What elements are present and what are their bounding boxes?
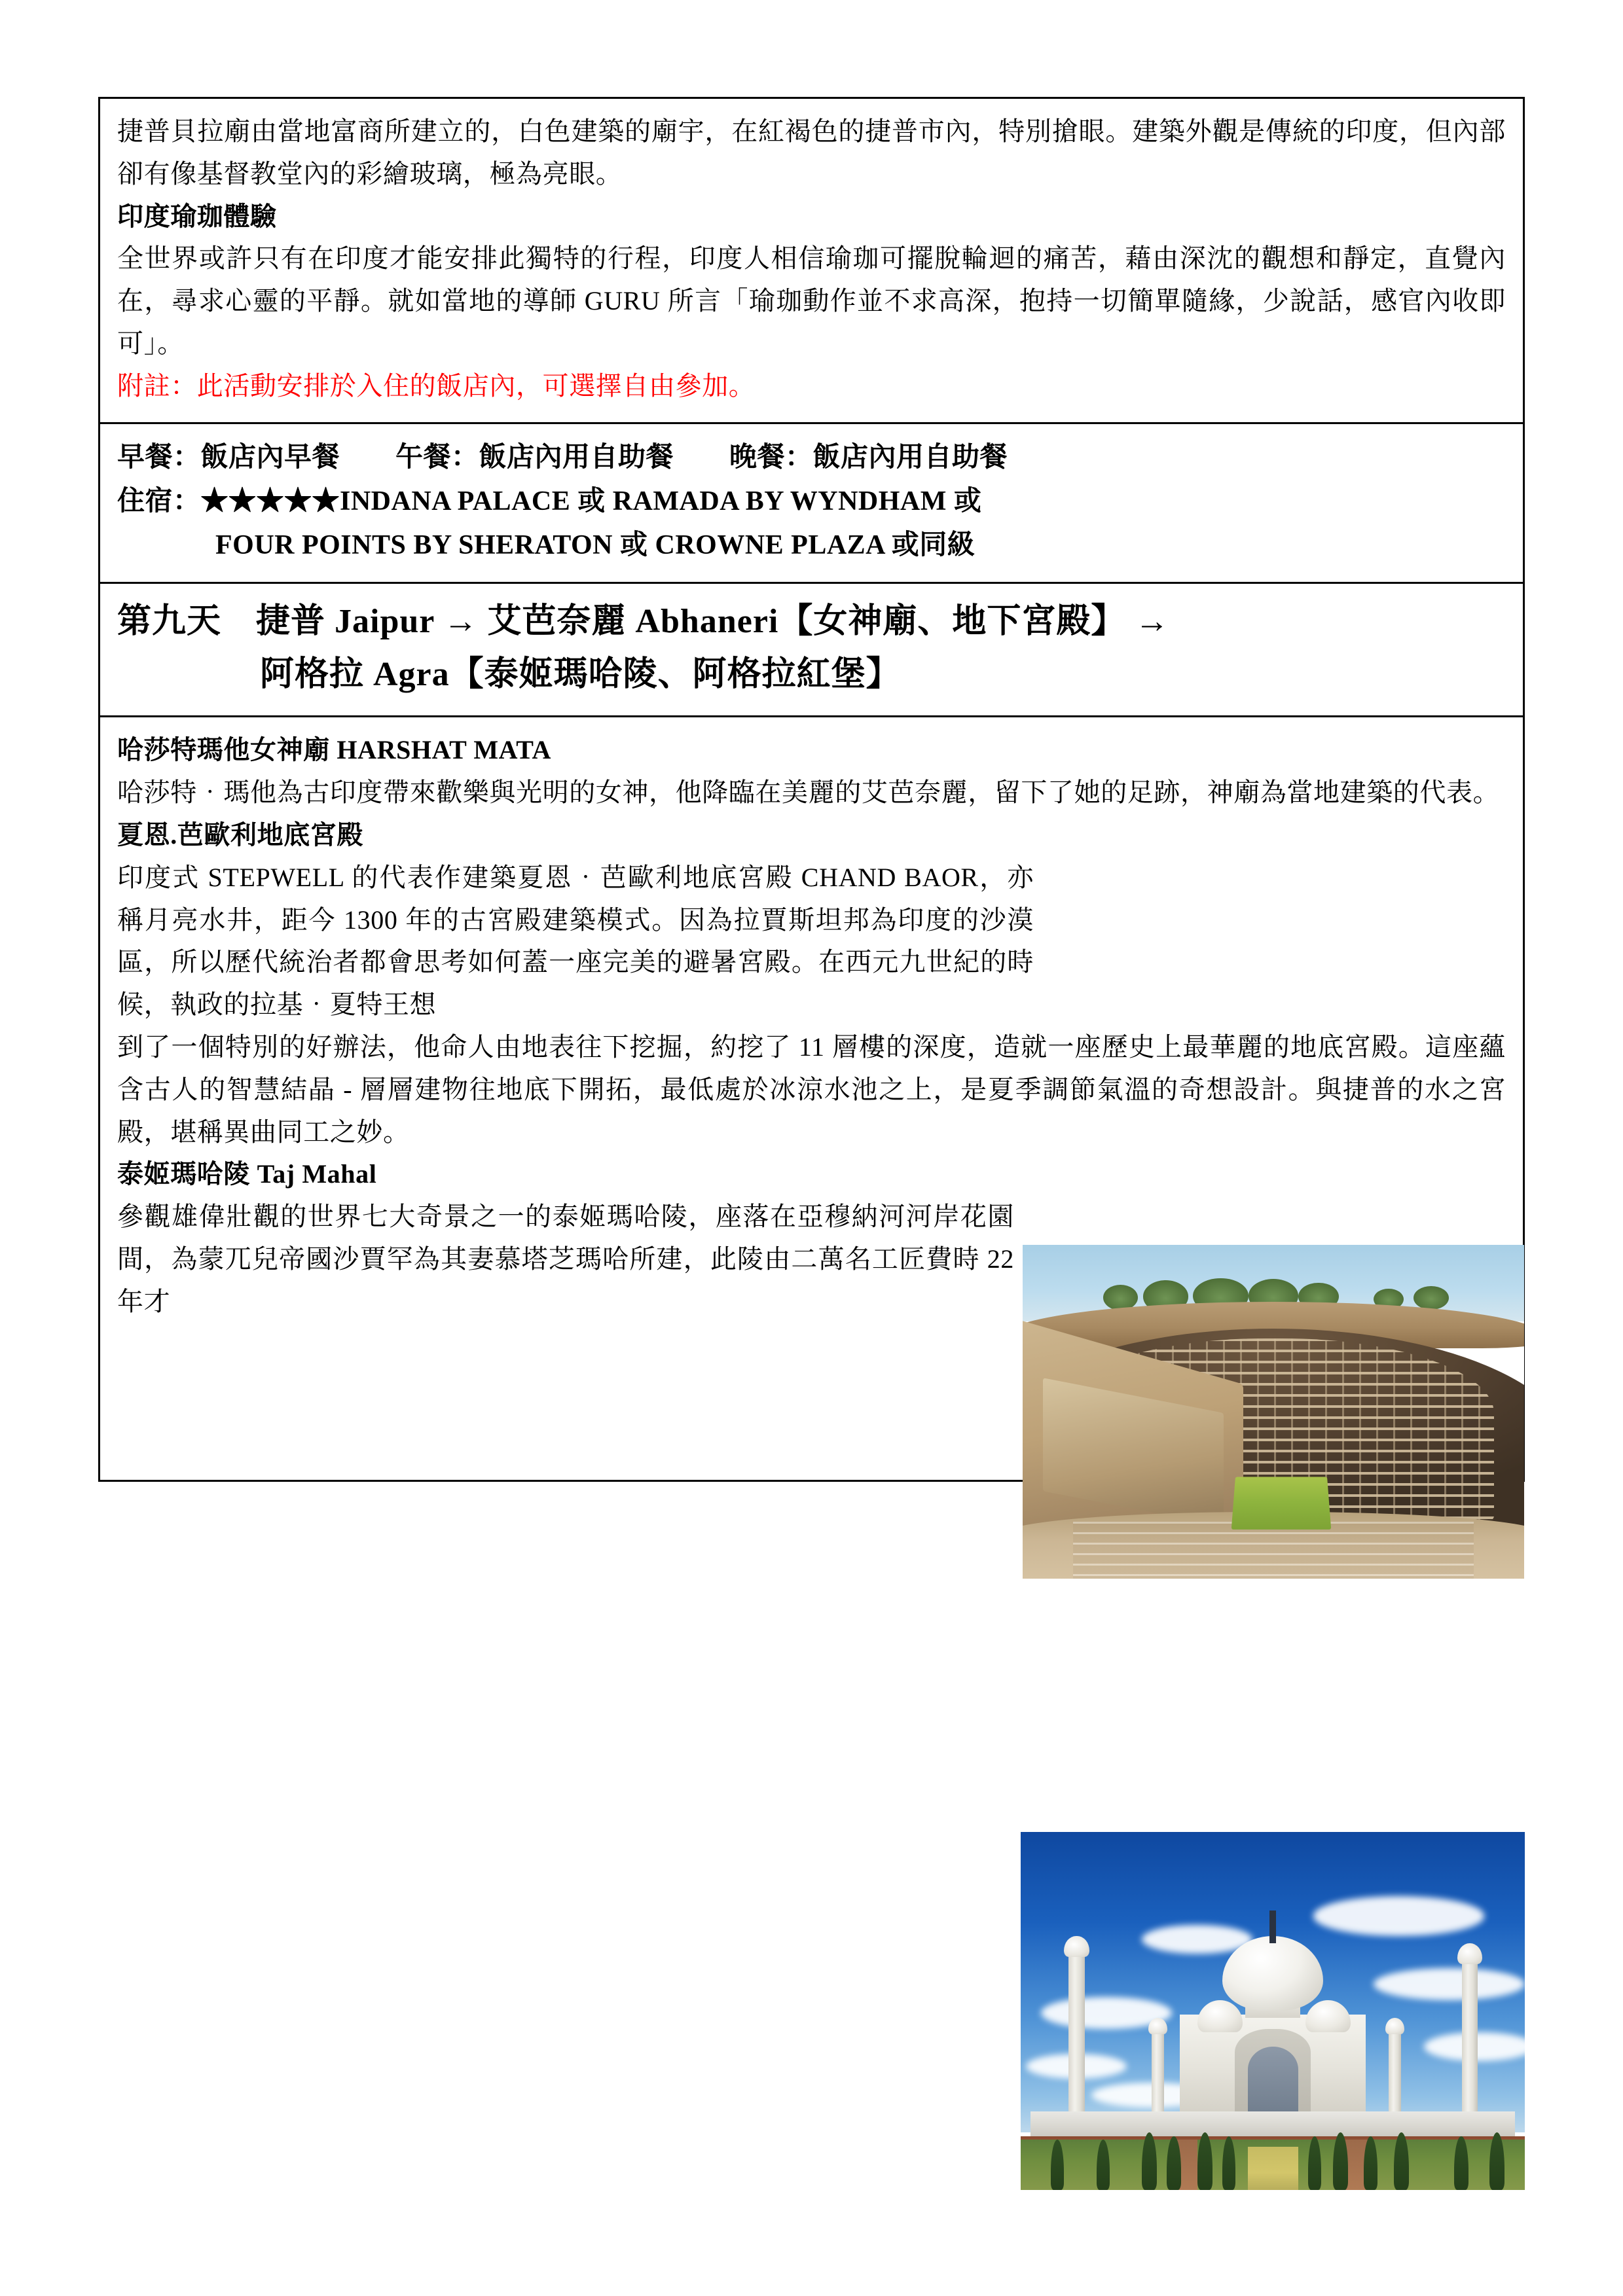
taj-finial bbox=[1269, 1910, 1277, 1943]
paragraph-harshat-mata: 哈莎特‧瑪他為古印度帶來歡樂與光明的女神，他降臨在美麗的艾芭奈麗，留下了她的足跡，神廟為當地建築的代表。 bbox=[117, 778, 1500, 808]
meals-accommodation-cell bbox=[100, 424, 1523, 583]
paragraph-chand-baori-continued: 到了一個特別的好辦法，他命人由地表往下挖掘，約挖了 11 層樓的深度，造就一座歷史上最華麗的地底宮殿。這座蘊含古人的智慧結晶 - 層層建物往地底下開拓，最低處於冰涼水池之上，是夏季調節氣溫的奇想設計。與捷普的水之宮殿，堪稱異曲同工之妙。 bbox=[117, 1031, 1506, 1147]
day-title-line-2: 阿格拉 Agra【泰姬瑪哈陵、阿格拉紅堡】 bbox=[260, 655, 901, 693]
intro-cell bbox=[100, 99, 1523, 422]
taj-reflecting-canal bbox=[1248, 2147, 1298, 2190]
table-row-intro bbox=[100, 99, 1523, 424]
day-title-block bbox=[117, 596, 1506, 701]
accommodation-block bbox=[117, 480, 1506, 567]
table-row-day-title bbox=[100, 584, 1523, 717]
stepwell-green-water-pool bbox=[1231, 1477, 1330, 1529]
meals-line: 早餐：飯店內早餐 午餐：飯店內用自助餐 晚餐：飯店內用自助餐 bbox=[117, 442, 1008, 473]
day-title-line-1: 第九天 捷普 Jaipur → 艾芭奈麗 Abhaneri【女神廟、地下宮殿】 → bbox=[117, 603, 1170, 641]
accommodation-line-2: FOUR POINTS BY SHERATON 或 CROWNE PLAZA 或同級 bbox=[215, 529, 976, 560]
taj-minaret-left-inner bbox=[1152, 2029, 1163, 2122]
table-row-meals-accommodation bbox=[100, 424, 1523, 584]
paragraph-taj-mahal: 參觀雄偉壯觀的世界七大奇景之一的泰姬瑪哈陵，座落在亞穆納河河岸花園間，為蒙兀兒帝國沙賈罕為其妻慕塔芝瑪哈所建，此陵由二萬名工匠費時 22 年才 bbox=[117, 1202, 1014, 1316]
taj-minaret-right-inner bbox=[1389, 2029, 1400, 2122]
image-chand-baori-stepwell bbox=[1023, 1245, 1524, 1579]
intro-paragraph-yoga: 全世界或許只有在印度才能安排此獨特的行程，印度人相信瑜珈可擺脫輪迴的痛苦，藉由深沈的觀想和靜定，直覺內在，尋求心靈的平靜。就如當地的導師 GURU 所言「瑜珈動作並不求高深，抱持一切簡單隨緣，少說話，感官內收即可」。 bbox=[117, 243, 1506, 358]
paragraph-chand-baori-wrapped: 印度式 STEPWELL 的代表作建築夏恩‧芭歐利地底宮殿 CHAND BAOR，亦稱月亮水井，距今 1300 年的古宮殿建築模式。因為拉賈斯坦邦為印度的沙漠區，所以歷代統治者都會思考如何蓋一座完美的避暑宮殿。在西元九世紀的時候，執政的拉基‧夏特王想 bbox=[117, 862, 1034, 1020]
taj-minaret-right-outer bbox=[1462, 1957, 1478, 2122]
stepwell-foreground-steps bbox=[1073, 1522, 1474, 1579]
taj-minaret-left-inner-cap bbox=[1148, 2018, 1167, 2034]
heading-harshat-mata: 哈莎特瑪他女神廟 HARSHAT MATA bbox=[117, 735, 551, 765]
taj-central-iwan-arch bbox=[1248, 2047, 1298, 2118]
taj-minaret-left-outer bbox=[1068, 1950, 1085, 2123]
heading-chand-baori: 夏恩.芭歐利地底宮殿 bbox=[117, 819, 363, 850]
intro-paragraph-jaipur-temple: 捷普貝拉廟由當地富商所建立的，白色建築的廟宇，在紅褐色的捷普市內，特別搶眼。建築外觀是傳統的印度，但內部卻有像基督教堂內的彩繪玻璃，極為亮眼。 bbox=[117, 117, 1506, 188]
note-optional-activity: 附註：此活動安排於入住的飯店內，可選擇自由參加。 bbox=[117, 370, 756, 401]
accommodation-line-1: 住宿：★★★★★INDANA PALACE 或 RAMADA BY WYNDHAM 或 bbox=[117, 486, 982, 516]
day-title-cell bbox=[100, 584, 1523, 715]
heading-yoga-experience: 印度瑜珈體驗 bbox=[117, 201, 277, 231]
heading-taj-mahal: 泰姬瑪哈陵 Taj Mahal bbox=[117, 1159, 377, 1189]
taj-minaret-right-inner-cap bbox=[1385, 2018, 1404, 2034]
image-taj-mahal bbox=[1021, 1832, 1525, 2190]
